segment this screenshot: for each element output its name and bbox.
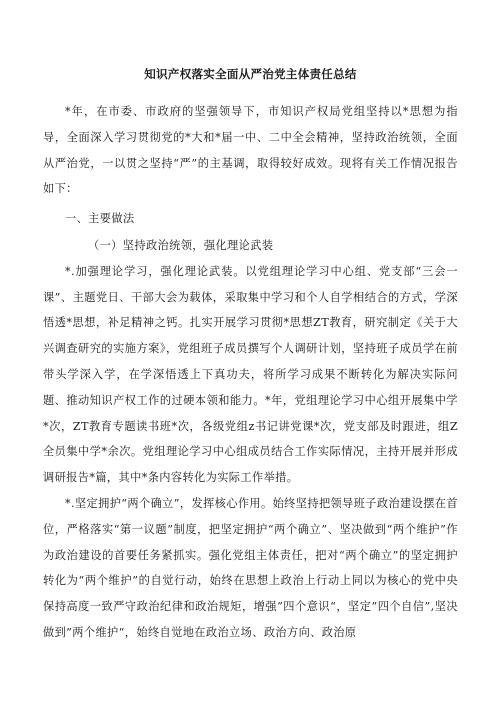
intro-paragraph: *年，在市委、市政府的坚强领导下，市知识产权局党组坚持以*思想为指导，全面深入学习贯彻党的*大和*届一中、二中全会精神，坚持政治统领，全面从严治党，一以贯之坚持“严”的主基调，取得较好成效。现将有关工作情况报告如下： — [43, 105, 458, 196]
subsection-heading-political-leadership: （一）坚持政治统领，强化理论武装 — [88, 238, 274, 252]
section-heading-main-practices: 一、主要做法 — [65, 212, 135, 226]
document-title: 知识产权落实全面从严治党主体责任总结 — [144, 67, 357, 81]
paragraph-two-establishments: *.坚定拥护“两个确立”，发挥核心作用。始终坚持把领导班子政治建设摆在首位，严格落实“第一议题”制度，把坚定拥护“两个确立”、坚决做到“两个维护”作为政治建设的首要任务紧抓实。强化党组主体责任，把对“两个确立”的坚定拥护转化为“两个维护”的自觉行动，始终在思想上政治上行动上同以为核心的党中央保持高度一致严守政治纪律和政治规矩，增强”四个意识“，坚定”四个自信”,坚决做到”两个维护“，始终自觉地在政治立场、政治方向、政治原 — [43, 496, 458, 639]
spacer — [43, 202, 458, 204]
paragraph-theory-study: *.加强理论学习，强化理论武装。以党组理论学习中心组、党支部“三会一课”、主题党日、干部大会为载体，采取集中学习和个人自学相结合的方式，学深悟透*思想，补足精神之钙。扎实开展学习贯彻*思想ZT教育，研究制定《关于大兴调查研究的实施方案》，党组班子成员撰写个人调研计划，坚持班子成员学在前带头学深入学，在学深悟透上下真功夫，将所学习成果不断转化为解决实际问题、推动知识产权工作的过硬本领和能力。*年，党组理论学习中心组开展集中学*次，ZT教育专题读书班*次，各级党组z书记讲党课*次，党支部及时跟进，组Z全员集中学*余次。党组理论学习中心组成员结合工作实际情况，主持开展并形成调研报告*篇，其中*条内容转化为实际工作举措。 — [43, 264, 458, 485]
